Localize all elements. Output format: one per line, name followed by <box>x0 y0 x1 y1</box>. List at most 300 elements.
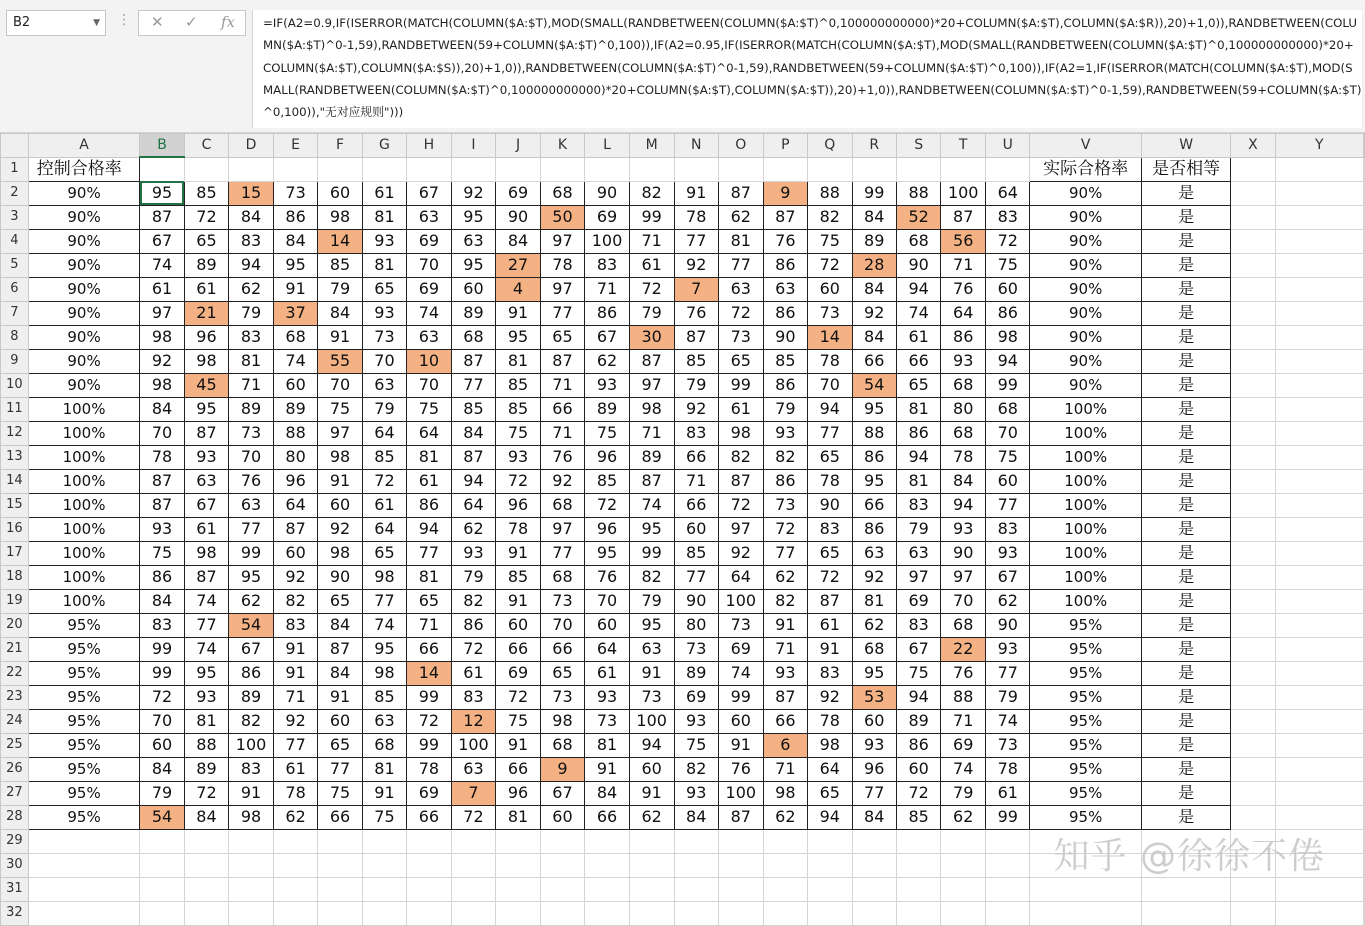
cell[interactable] <box>1275 445 1363 469</box>
cell[interactable] <box>540 157 584 181</box>
cell-value[interactable]: 99 <box>629 205 674 229</box>
cell[interactable] <box>808 853 852 877</box>
cell-is-equal[interactable]: 是 <box>1141 205 1231 229</box>
cell[interactable] <box>1364 901 1365 925</box>
cell-value[interactable]: 71 <box>763 637 807 661</box>
cell-value[interactable]: 95 <box>852 397 896 421</box>
cell-value[interactable]: 78 <box>496 517 540 541</box>
cell-value[interactable]: 74 <box>629 493 674 517</box>
cell-value[interactable]: 94 <box>451 469 496 493</box>
cell-value[interactable]: 78 <box>540 253 584 277</box>
column-header-e[interactable]: E <box>273 134 317 158</box>
cell-value[interactable]: 86 <box>451 613 496 637</box>
cell-control-rate[interactable]: 95% <box>28 637 140 661</box>
cell-value[interactable]: 86 <box>763 253 807 277</box>
cell-value[interactable]: 86 <box>763 373 807 397</box>
cell[interactable] <box>674 901 718 925</box>
cell-value[interactable]: 79 <box>896 517 940 541</box>
cell-control-rate[interactable]: 90% <box>28 229 140 253</box>
cell[interactable] <box>763 901 807 925</box>
cell-value[interactable]: 98 <box>318 205 362 229</box>
cell-value[interactable]: 73 <box>229 421 274 445</box>
cell[interactable] <box>1364 157 1365 181</box>
column-header-g[interactable]: G <box>362 134 406 158</box>
cell-value[interactable]: 66 <box>674 445 718 469</box>
cell-value[interactable]: 83 <box>585 253 630 277</box>
cell-value[interactable]: 75 <box>896 661 940 685</box>
cell[interactable] <box>1364 709 1365 733</box>
cell-value[interactable]: 87 <box>763 205 807 229</box>
cell-value[interactable]: 62 <box>986 589 1030 613</box>
row-header[interactable]: 27 <box>1 781 29 805</box>
cell-value[interactable]: 86 <box>986 301 1030 325</box>
cell[interactable] <box>140 157 184 181</box>
cell[interactable] <box>184 901 228 925</box>
cell-is-equal[interactable]: 是 <box>1141 517 1231 541</box>
cell-value[interactable]: 66 <box>763 709 807 733</box>
row-header[interactable]: 11 <box>1 397 29 421</box>
cell-value[interactable]: 93 <box>585 685 630 709</box>
cell-value[interactable]: 14 <box>808 325 852 349</box>
cell-value[interactable]: 66 <box>585 805 630 829</box>
cell-value[interactable]: 80 <box>674 613 718 637</box>
cell-value[interactable]: 54 <box>852 373 896 397</box>
cell-value[interactable]: 85 <box>362 685 406 709</box>
cell[interactable] <box>763 853 807 877</box>
cell[interactable] <box>451 877 496 901</box>
cell-control-rate[interactable]: 90% <box>28 205 140 229</box>
cell-value[interactable]: 77 <box>184 613 228 637</box>
cell[interactable] <box>718 877 763 901</box>
row-header[interactable]: 28 <box>1 805 29 829</box>
cell-value[interactable]: 75 <box>808 229 852 253</box>
cell-value[interactable]: 70 <box>808 373 852 397</box>
cell-value[interactable]: 89 <box>229 685 274 709</box>
cell[interactable] <box>1364 397 1365 421</box>
cell-value[interactable]: 82 <box>629 565 674 589</box>
cell-value[interactable]: 89 <box>585 397 630 421</box>
cell-actual-rate[interactable]: 100% <box>1030 565 1141 589</box>
cell-value[interactable]: 87 <box>808 589 852 613</box>
cell-value[interactable]: 72 <box>496 469 540 493</box>
cell-value[interactable]: 53 <box>852 685 896 709</box>
row-header[interactable]: 30 <box>1 853 29 877</box>
cell-value[interactable]: 86 <box>407 493 451 517</box>
cell[interactable] <box>318 901 362 925</box>
cell[interactable] <box>1275 349 1363 373</box>
cell-value[interactable]: 95 <box>629 517 674 541</box>
cell-value[interactable]: 71 <box>229 373 274 397</box>
cell-value[interactable]: 27 <box>496 253 540 277</box>
cell[interactable] <box>1231 349 1275 373</box>
cell-value[interactable]: 67 <box>229 637 274 661</box>
cell-value[interactable]: 79 <box>451 565 496 589</box>
cell-value[interactable]: 92 <box>718 541 763 565</box>
cell[interactable] <box>273 829 317 853</box>
row-header[interactable]: 15 <box>1 493 29 517</box>
cell[interactable] <box>1231 397 1275 421</box>
cell-value[interactable]: 82 <box>229 709 274 733</box>
cell-value[interactable]: 77 <box>718 253 763 277</box>
cell-value[interactable]: 69 <box>718 637 763 661</box>
cell[interactable] <box>140 901 184 925</box>
cell[interactable] <box>1231 757 1275 781</box>
cell-value[interactable]: 62 <box>763 805 807 829</box>
cell-value[interactable]: 73 <box>718 613 763 637</box>
chevron-down-icon[interactable]: ▼ <box>93 18 100 28</box>
cell-control-rate[interactable]: 90% <box>28 301 140 325</box>
cell-value[interactable]: 70 <box>407 253 451 277</box>
row-header[interactable]: 22 <box>1 661 29 685</box>
cell-value[interactable]: 91 <box>585 757 630 781</box>
cell-value[interactable]: 70 <box>229 445 274 469</box>
cell-value[interactable]: 93 <box>763 661 807 685</box>
cell-value[interactable]: 77 <box>540 301 584 325</box>
cell-value[interactable]: 61 <box>362 181 406 205</box>
cell[interactable] <box>318 829 362 853</box>
cell-control-rate[interactable]: 90% <box>28 181 140 205</box>
cell-value[interactable]: 88 <box>941 685 986 709</box>
cell[interactable] <box>1275 469 1363 493</box>
cell[interactable] <box>629 829 674 853</box>
cell[interactable] <box>896 853 940 877</box>
cell-value[interactable]: 68 <box>852 637 896 661</box>
cell-value[interactable]: 72 <box>808 565 852 589</box>
cell[interactable] <box>140 829 184 853</box>
cell[interactable] <box>629 157 674 181</box>
cell-value[interactable]: 75 <box>585 421 630 445</box>
cell-value[interactable]: 86 <box>585 301 630 325</box>
cell[interactable] <box>140 877 184 901</box>
cell-value[interactable]: 68 <box>540 493 584 517</box>
cell-value[interactable]: 28 <box>852 253 896 277</box>
cell-value[interactable]: 62 <box>763 565 807 589</box>
cell-is-equal[interactable]: 是 <box>1141 565 1231 589</box>
row-header[interactable]: 1 <box>1 157 29 181</box>
cell[interactable] <box>1231 493 1275 517</box>
row-header[interactable]: 21 <box>1 637 29 661</box>
cell-value[interactable]: 91 <box>318 325 362 349</box>
cell-value[interactable]: 63 <box>763 277 807 301</box>
cell-value[interactable]: 76 <box>585 565 630 589</box>
cell-value[interactable]: 75 <box>318 781 362 805</box>
cell-value[interactable]: 63 <box>362 373 406 397</box>
cell-value[interactable]: 63 <box>407 205 451 229</box>
cell-value[interactable]: 69 <box>496 181 540 205</box>
cell-value[interactable]: 80 <box>273 445 317 469</box>
cell[interactable] <box>1364 373 1365 397</box>
cell[interactable] <box>629 853 674 877</box>
cell-value[interactable]: 86 <box>273 205 317 229</box>
cell-value[interactable]: 79 <box>941 781 986 805</box>
column-header-v[interactable]: V <box>1030 134 1141 158</box>
cell-value[interactable]: 65 <box>808 445 852 469</box>
cell-is-equal[interactable]: 是 <box>1141 661 1231 685</box>
cell-value[interactable]: 98 <box>629 397 674 421</box>
cell-value[interactable]: 68 <box>986 397 1030 421</box>
cell[interactable] <box>1364 877 1365 901</box>
cell-value[interactable]: 74 <box>184 637 228 661</box>
cell-value[interactable]: 73 <box>273 181 317 205</box>
cell-control-rate[interactable]: 95% <box>28 781 140 805</box>
cell-is-equal[interactable]: 是 <box>1141 613 1231 637</box>
cell-value[interactable]: 94 <box>229 253 274 277</box>
cell-control-rate[interactable]: 100% <box>28 589 140 613</box>
cell-value[interactable]: 89 <box>451 301 496 325</box>
cell[interactable] <box>1275 589 1363 613</box>
cell-value[interactable]: 83 <box>229 229 274 253</box>
cell-value[interactable]: 98 <box>140 325 184 349</box>
cell[interactable] <box>1231 229 1275 253</box>
cell-value[interactable]: 95 <box>229 565 274 589</box>
cell-value[interactable]: 98 <box>540 709 584 733</box>
cell[interactable] <box>229 901 274 925</box>
cell-value[interactable]: 74 <box>362 613 406 637</box>
cell-value[interactable]: 73 <box>362 325 406 349</box>
cell-control-rate[interactable]: 100% <box>28 541 140 565</box>
cell[interactable] <box>184 157 228 181</box>
cell-value[interactable]: 84 <box>852 805 896 829</box>
cell-actual-rate[interactable]: 95% <box>1030 637 1141 661</box>
cell[interactable] <box>28 853 140 877</box>
cell[interactable] <box>585 157 630 181</box>
cell[interactable] <box>28 877 140 901</box>
cell[interactable] <box>1275 757 1363 781</box>
cell-value[interactable]: 85 <box>585 469 630 493</box>
cell-value[interactable]: 72 <box>451 805 496 829</box>
cell-value[interactable]: 76 <box>718 757 763 781</box>
cell[interactable] <box>362 157 406 181</box>
cell-value[interactable]: 69 <box>896 589 940 613</box>
cell[interactable] <box>1231 541 1275 565</box>
cell-value[interactable]: 50 <box>540 205 584 229</box>
cell-value[interactable]: 84 <box>273 229 317 253</box>
cell-value[interactable]: 85 <box>184 181 228 205</box>
cell-value[interactable]: 99 <box>986 805 1030 829</box>
cell[interactable] <box>407 877 451 901</box>
cell-value[interactable]: 95 <box>451 253 496 277</box>
cell-value[interactable]: 86 <box>852 517 896 541</box>
cell-value[interactable]: 70 <box>140 421 184 445</box>
cell-value[interactable]: 60 <box>540 805 584 829</box>
column-header-f[interactable]: F <box>318 134 362 158</box>
cell[interactable] <box>28 901 140 925</box>
cell-value[interactable]: 91 <box>629 661 674 685</box>
cell-value[interactable]: 71 <box>273 685 317 709</box>
column-header-m[interactable]: M <box>629 134 674 158</box>
cell-value[interactable]: 73 <box>540 685 584 709</box>
cell-value[interactable]: 97 <box>318 421 362 445</box>
cell-value[interactable]: 99 <box>852 181 896 205</box>
cell-value[interactable]: 75 <box>362 805 406 829</box>
cell-value[interactable]: 63 <box>629 637 674 661</box>
cell-value[interactable]: 14 <box>318 229 362 253</box>
cell-value[interactable]: 89 <box>184 757 228 781</box>
cell[interactable] <box>674 877 718 901</box>
cell-value[interactable]: 21 <box>184 301 228 325</box>
cell-value[interactable]: 64 <box>451 493 496 517</box>
row-header[interactable]: 10 <box>1 373 29 397</box>
cell-value[interactable]: 65 <box>362 277 406 301</box>
cell-value[interactable]: 83 <box>451 685 496 709</box>
cell-value[interactable]: 74 <box>273 349 317 373</box>
cell-value[interactable]: 98 <box>986 325 1030 349</box>
cell[interactable] <box>808 877 852 901</box>
cell-value[interactable]: 87 <box>540 349 584 373</box>
cell-value[interactable]: 72 <box>407 709 451 733</box>
cell-value[interactable]: 76 <box>229 469 274 493</box>
cell-value[interactable]: 6 <box>763 733 807 757</box>
cell-value[interactable]: 95 <box>184 397 228 421</box>
cell-value[interactable]: 84 <box>852 277 896 301</box>
cell-value[interactable]: 92 <box>808 685 852 709</box>
cell-value[interactable]: 70 <box>318 373 362 397</box>
cell-actual-rate[interactable]: 100% <box>1030 445 1141 469</box>
row-header[interactable]: 19 <box>1 589 29 613</box>
cell-value[interactable]: 91 <box>229 781 274 805</box>
cell[interactable] <box>1231 373 1275 397</box>
cell-value[interactable]: 83 <box>986 205 1030 229</box>
cell-value[interactable]: 75 <box>318 397 362 421</box>
cell-value[interactable]: 81 <box>896 397 940 421</box>
cell-value[interactable]: 10 <box>407 349 451 373</box>
cell-value[interactable]: 77 <box>362 589 406 613</box>
cell-value[interactable]: 84 <box>852 205 896 229</box>
cell-value[interactable]: 60 <box>140 733 184 757</box>
cell-value[interactable]: 54 <box>140 805 184 829</box>
cell-value[interactable]: 97 <box>540 517 584 541</box>
column-header-t[interactable]: T <box>941 134 986 158</box>
cell[interactable] <box>986 157 1030 181</box>
cell-value[interactable]: 81 <box>229 349 274 373</box>
cell-value[interactable]: 79 <box>318 277 362 301</box>
cell-actual-rate[interactable]: 95% <box>1030 661 1141 685</box>
cell-value[interactable]: 95 <box>585 541 630 565</box>
cell-actual-rate[interactable]: 100% <box>1030 397 1141 421</box>
cell-value[interactable]: 79 <box>763 397 807 421</box>
cell-value[interactable]: 72 <box>184 781 228 805</box>
cell[interactable] <box>1364 229 1365 253</box>
cell-value[interactable]: 84 <box>140 397 184 421</box>
cell-value[interactable]: 91 <box>273 277 317 301</box>
cell-value[interactable]: 56 <box>941 229 986 253</box>
cell-value[interactable]: 68 <box>941 373 986 397</box>
cell-is-equal[interactable]: 是 <box>1141 493 1231 517</box>
cell-value[interactable]: 89 <box>896 709 940 733</box>
cell[interactable] <box>318 853 362 877</box>
cell[interactable] <box>273 157 317 181</box>
cell[interactable] <box>540 829 584 853</box>
cell-value[interactable]: 64 <box>585 637 630 661</box>
cell-value[interactable]: 71 <box>629 421 674 445</box>
cell[interactable] <box>896 829 940 853</box>
cell[interactable] <box>986 853 1030 877</box>
cell-value[interactable]: 95 <box>629 613 674 637</box>
cell-value[interactable]: 99 <box>718 685 763 709</box>
cell-value[interactable]: 96 <box>184 325 228 349</box>
cell[interactable] <box>718 901 763 925</box>
cell-value[interactable]: 85 <box>362 445 406 469</box>
cell-value[interactable]: 77 <box>763 541 807 565</box>
cell-value[interactable]: 91 <box>273 637 317 661</box>
cell[interactable] <box>540 901 584 925</box>
cell-value[interactable]: 99 <box>229 541 274 565</box>
cell-control-rate[interactable]: 90% <box>28 253 140 277</box>
cell[interactable] <box>1231 661 1275 685</box>
cell-value[interactable]: 9 <box>763 181 807 205</box>
cell-value[interactable]: 82 <box>718 445 763 469</box>
column-header-x[interactable]: X <box>1231 134 1275 158</box>
cell-value[interactable]: 7 <box>674 277 718 301</box>
cell-value[interactable]: 60 <box>808 277 852 301</box>
cell[interactable] <box>1364 565 1365 589</box>
cell-control-rate[interactable]: 95% <box>28 733 140 757</box>
cell-value[interactable]: 83 <box>896 613 940 637</box>
cell-value[interactable]: 65 <box>184 229 228 253</box>
cell-actual-rate[interactable]: 95% <box>1030 613 1141 637</box>
cell-value[interactable]: 87 <box>941 205 986 229</box>
cell-value[interactable]: 94 <box>407 517 451 541</box>
cell-value[interactable]: 95 <box>184 661 228 685</box>
cell-value[interactable]: 90 <box>496 205 540 229</box>
cell-value[interactable]: 37 <box>273 301 317 325</box>
cell[interactable] <box>1275 325 1363 349</box>
cell[interactable] <box>496 157 540 181</box>
cell-value[interactable]: 61 <box>986 781 1030 805</box>
cell-value[interactable]: 96 <box>585 445 630 469</box>
row-header[interactable]: 26 <box>1 757 29 781</box>
row-header[interactable]: 14 <box>1 469 29 493</box>
cell-value[interactable]: 72 <box>718 301 763 325</box>
cell[interactable] <box>1275 181 1363 205</box>
cell[interactable] <box>1275 685 1363 709</box>
cell-value[interactable]: 52 <box>896 205 940 229</box>
cell-value[interactable]: 90 <box>941 541 986 565</box>
cell-value[interactable]: 84 <box>941 469 986 493</box>
cell-value[interactable]: 81 <box>362 205 406 229</box>
cell-value[interactable]: 30 <box>629 325 674 349</box>
cell-value[interactable]: 82 <box>629 181 674 205</box>
cell-value[interactable]: 60 <box>674 517 718 541</box>
cell[interactable] <box>1364 661 1365 685</box>
cell-value[interactable]: 65 <box>318 733 362 757</box>
cell-value[interactable]: 85 <box>674 349 718 373</box>
cell-value[interactable]: 71 <box>941 253 986 277</box>
cell[interactable] <box>986 877 1030 901</box>
cell-value[interactable]: 87 <box>184 421 228 445</box>
cell-value[interactable]: 75 <box>986 253 1030 277</box>
cell-value[interactable]: 75 <box>140 541 184 565</box>
cell-value[interactable]: 77 <box>451 373 496 397</box>
cell-value[interactable]: 72 <box>451 637 496 661</box>
cell-value[interactable]: 63 <box>407 325 451 349</box>
cell-value[interactable]: 94 <box>896 277 940 301</box>
cell[interactable] <box>1275 229 1363 253</box>
cell-value[interactable]: 62 <box>718 205 763 229</box>
cell-value[interactable]: 78 <box>273 781 317 805</box>
cell-is-equal[interactable]: 是 <box>1141 805 1231 829</box>
cell-is-equal[interactable]: 是 <box>1141 397 1231 421</box>
cell-value[interactable]: 77 <box>407 541 451 565</box>
cell-value[interactable]: 60 <box>852 709 896 733</box>
cell[interactable] <box>496 853 540 877</box>
cell[interactable] <box>1364 517 1365 541</box>
cell-value[interactable]: 66 <box>540 397 584 421</box>
column-header-u[interactable]: U <box>986 134 1030 158</box>
cell[interactable] <box>1231 565 1275 589</box>
cell-value[interactable]: 91 <box>808 637 852 661</box>
cell[interactable] <box>852 157 896 181</box>
